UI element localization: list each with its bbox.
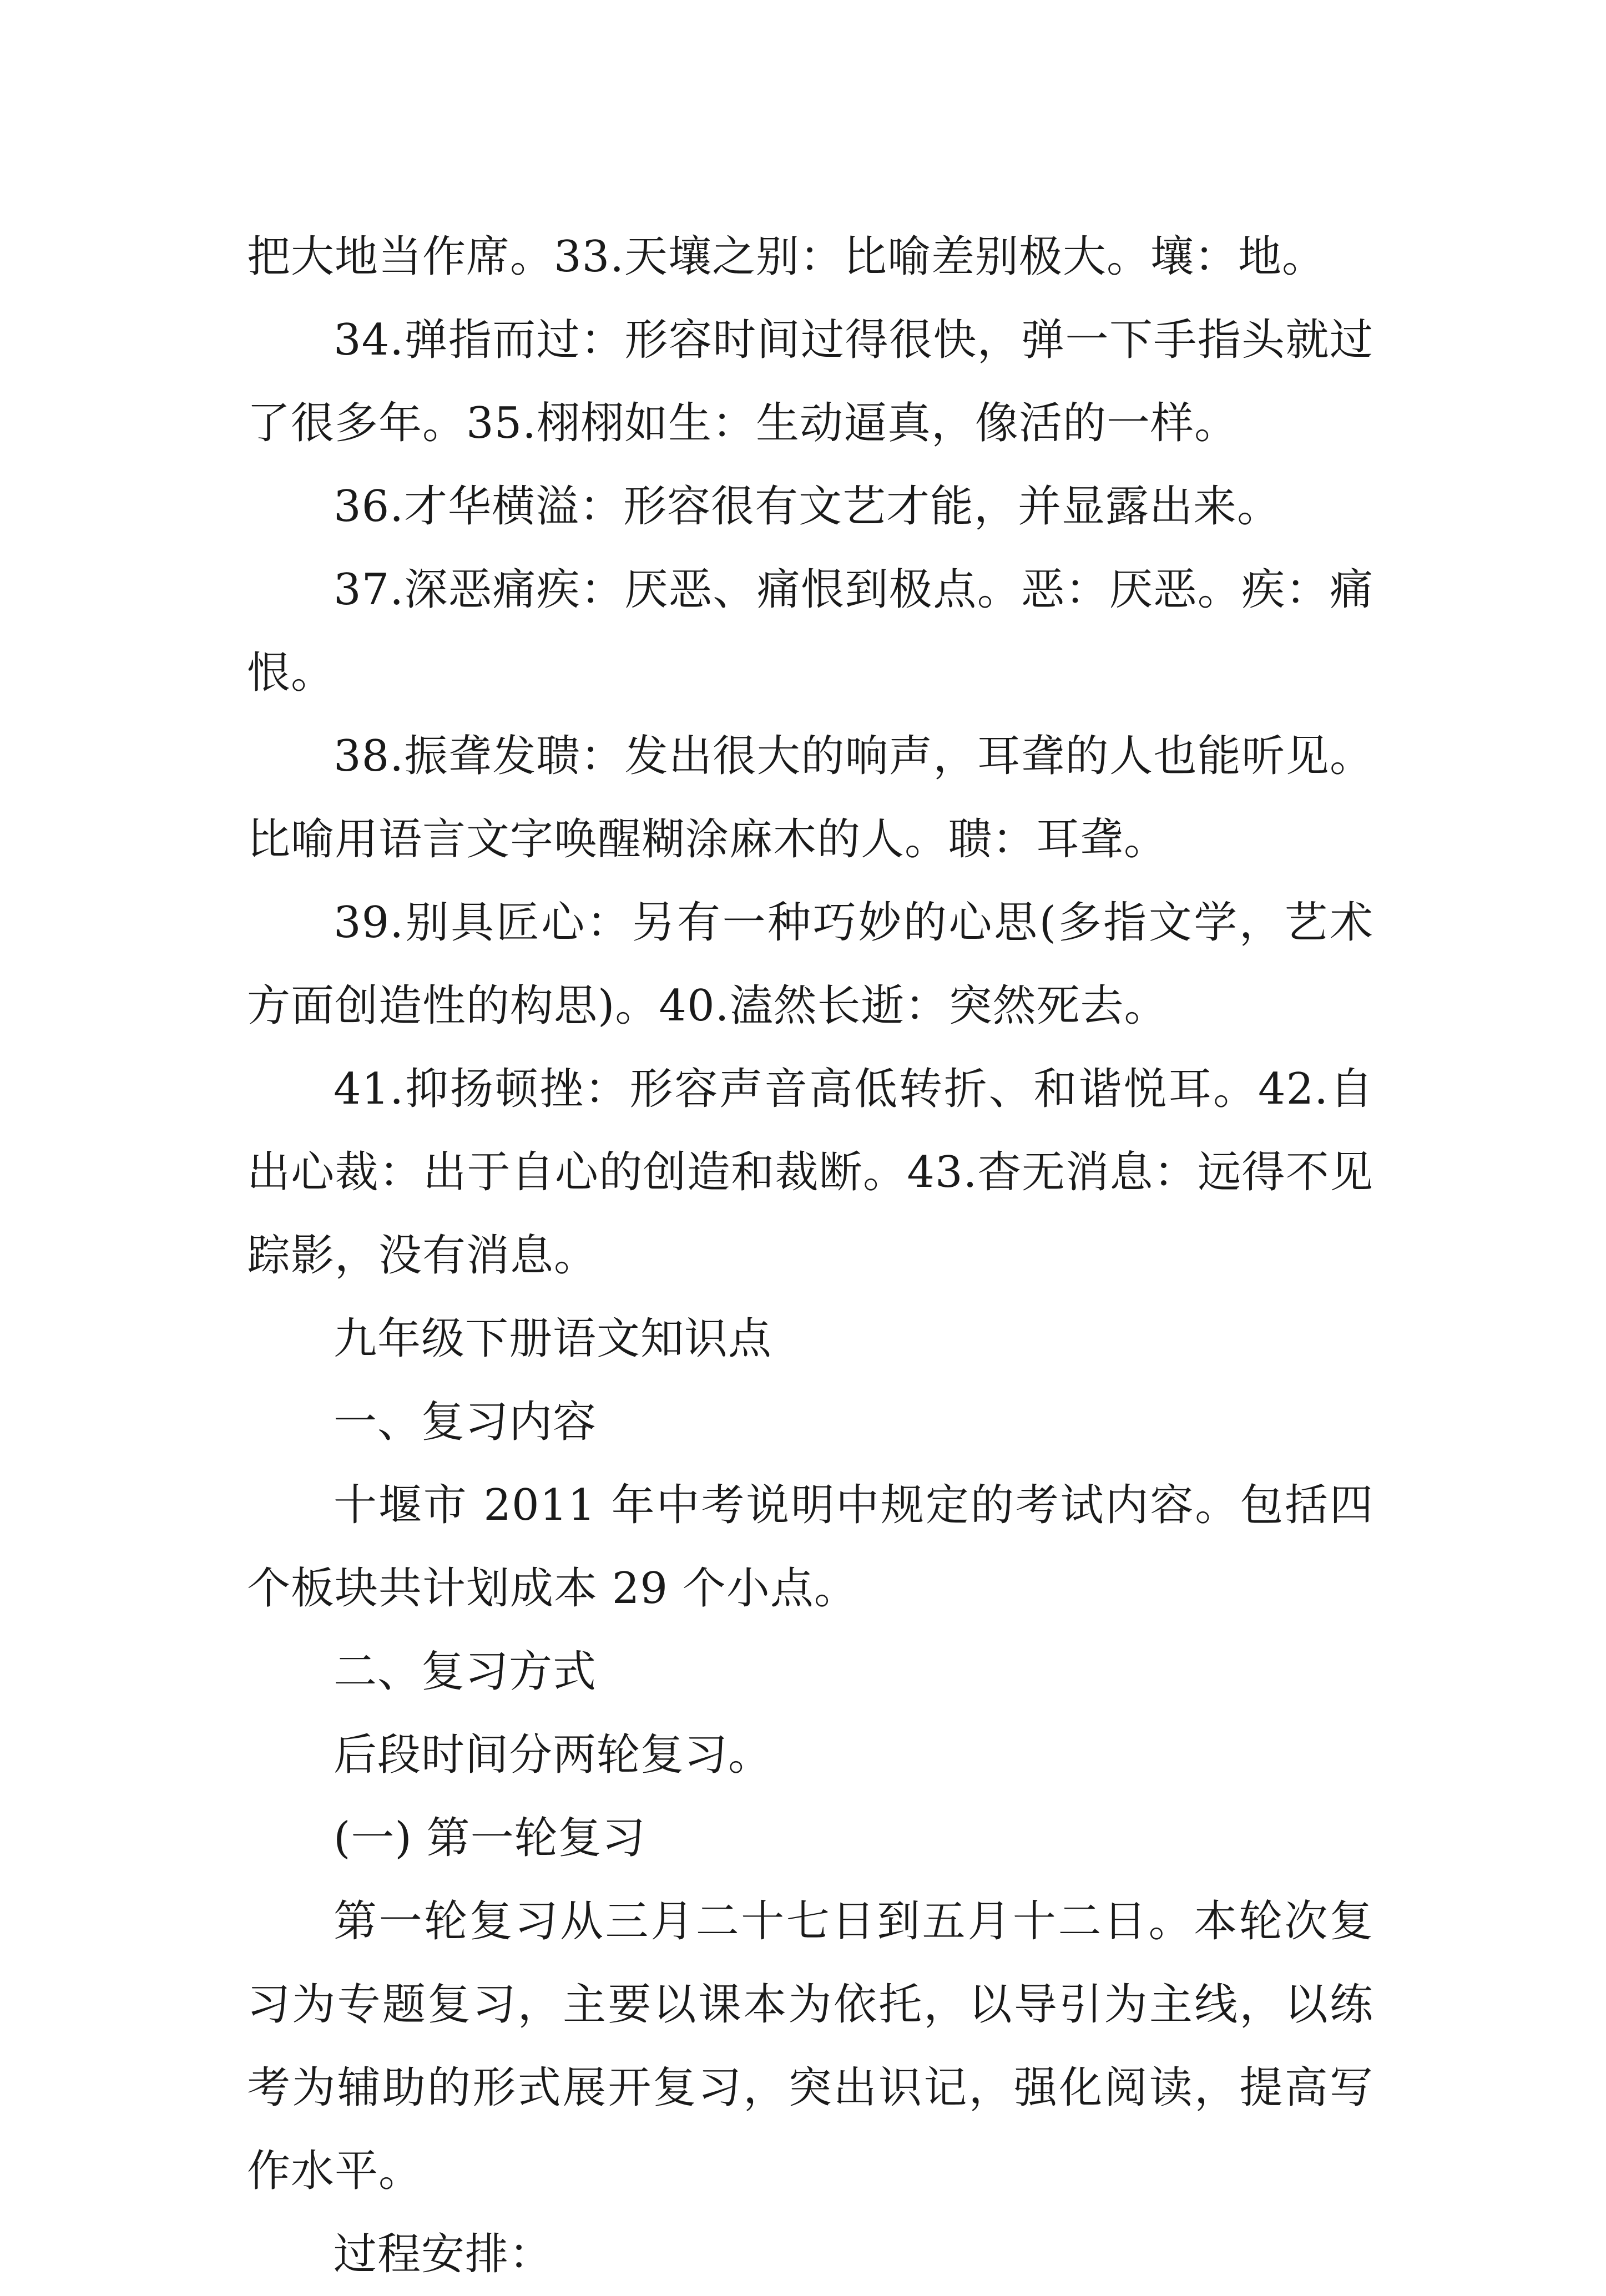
section-heading: 一、复习内容	[334, 1397, 597, 1447]
paragraph: 第一轮复习从三月二十七日到五月十二日。本轮次复习为专题复习，主要以课本为依托，以导引为主线，以练考为辅助的形式展开复习，突出识记，强化阅读，提高写作水平。	[247, 1897, 1373, 2196]
section-heading: 二、复习方式	[334, 1647, 597, 1697]
paragraph: 38.振聋发聩：发出很大的响声，耳聋的人也能听见。比喻用语言文字唤醒糊涂麻木的人。聩：耳聋。	[247, 731, 1373, 864]
paragraph: 36.才华横溢：形容很有文艺才能，并显露出来。	[334, 482, 1281, 532]
paragraph: 37.深恶痛疾：厌恶、痛恨到极点。恶：厌恶。疾：痛恨。	[247, 565, 1373, 698]
paragraph: 把大地当作席。33.天壤之别：比喻差别极大。壤：地。	[247, 232, 1326, 282]
paragraph: 41.抑扬顿挫：形容声音高低转折、和谐悦耳。42.自出心裁：出于自心的创造和裁断。43.杳无消息：远得不见踪影，没有消息。	[247, 1064, 1373, 1281]
paragraph: 后段时间分两轮复习。	[334, 1730, 772, 1780]
document-page	[247, 215, 1373, 2296]
paragraph: 十堰市 2011 年中考说明中规定的考试内容。包括四个板块共计划成本 29 个小点。	[247, 1480, 1373, 1614]
paragraph: 39.别具匠心：另有一种巧妙的心思(多指文学，艺术方面创造性的构思)。40.溘然长逝：突然死去。	[247, 898, 1373, 1031]
paragraph: 过程安排：	[334, 2229, 553, 2279]
paragraph: 34.弹指而过：形容时间过得很快，弹一下手指头就过了很多年。35.栩栩如生：生动逼真，像活的一样。	[247, 315, 1373, 448]
section-heading: (一) 第一轮复习	[334, 1813, 646, 1863]
section-heading: 九年级下册语文知识点	[334, 1314, 772, 1364]
